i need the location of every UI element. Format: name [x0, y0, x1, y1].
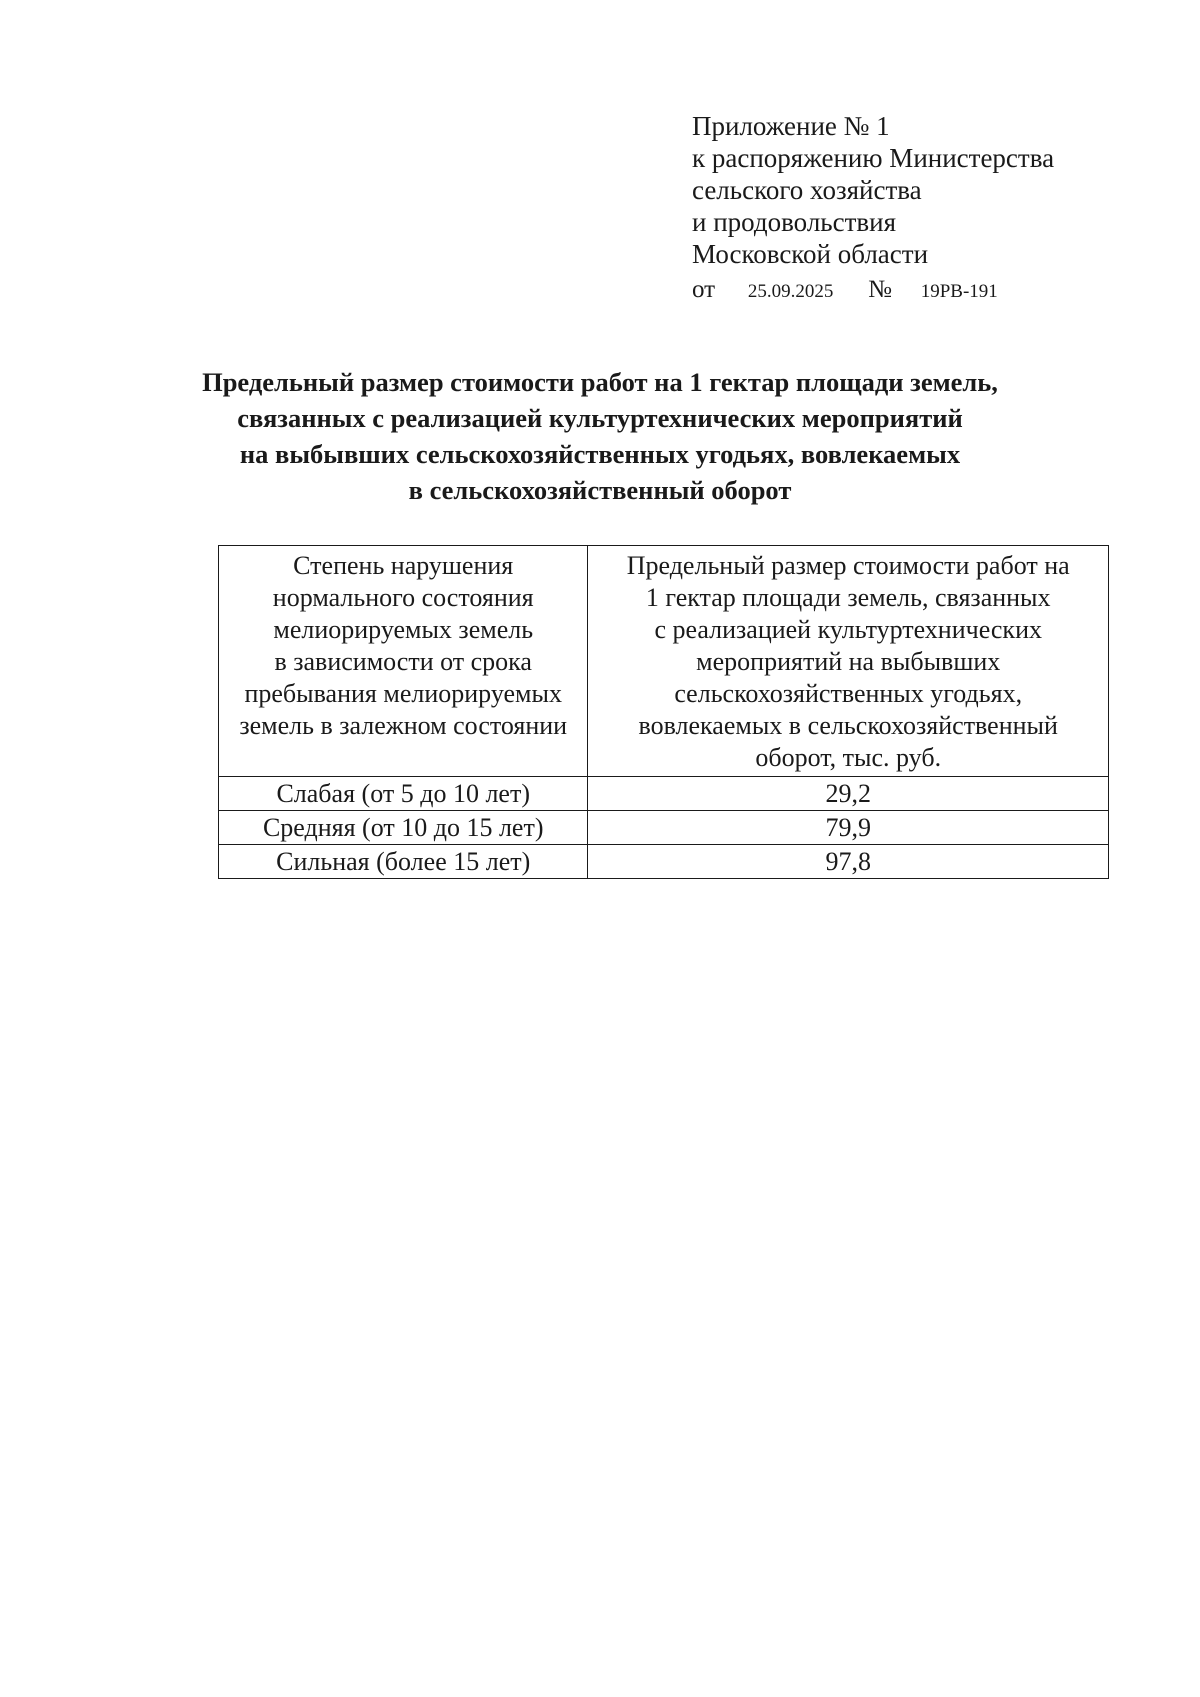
cost-table — [218, 545, 1109, 879]
order-number: 19РВ-191 — [920, 281, 998, 302]
header-line: с реализацией культуртехнических — [654, 615, 1042, 644]
header-cost — [588, 546, 1109, 777]
title-line: в сельскохозяйственный оборот — [408, 475, 792, 505]
table-row — [219, 845, 1109, 879]
document-title — [150, 364, 1050, 508]
header-line: мелиорируемых земель — [273, 615, 534, 644]
header-line: 1 гектар площади земель, связанных — [645, 583, 1051, 612]
cell-cost: 97,8 — [588, 845, 1109, 879]
header-degree — [219, 546, 588, 777]
appendix-line-food: и продовольствия — [692, 207, 897, 237]
appendix-block — [692, 110, 1132, 308]
number-label: № — [868, 276, 892, 303]
header-line: в зависимости от срока — [274, 647, 532, 676]
appendix-line-region: Московской области — [692, 239, 929, 269]
appendix-title: Приложение № 1 — [692, 111, 890, 141]
header-line: земель в залежном состоянии — [239, 711, 568, 740]
header-line: нормального состояния — [272, 583, 534, 612]
table-row — [219, 777, 1109, 811]
header-line: пребывания мелиорируемых — [244, 679, 562, 708]
cell-cost: 79,9 — [588, 811, 1109, 845]
header-line: Степень нарушения — [293, 551, 514, 580]
table-row — [219, 811, 1109, 845]
cell-degree: Сильная (более 15 лет) — [219, 845, 588, 879]
order-date: 25.09.2025 — [747, 281, 834, 302]
title-line: на выбывших сельскохозяйственных угодьях, вовлекаемых — [239, 439, 961, 469]
title-line: Предельный размер стоимости работ на 1 гектар площади земель, — [202, 367, 998, 397]
appendix-meta — [692, 272, 1132, 308]
title-line: связанных с реализацией культуртехнических мероприятий — [237, 403, 963, 433]
header-line: мероприятий на выбывших — [696, 647, 1001, 676]
header-line: оборот, тыс. руб. — [755, 743, 942, 772]
appendix-line-agriculture: сельского хозяйства — [692, 175, 922, 205]
header-line: Предельный размер стоимости работ на — [626, 551, 1070, 580]
cell-degree: Средняя (от 10 до 15 лет) — [219, 811, 588, 845]
table-header-row — [219, 546, 1109, 777]
cell-cost: 29,2 — [588, 777, 1109, 811]
appendix-line-ministry: к распоряжению Министерства — [692, 143, 1055, 173]
from-label: от — [692, 276, 716, 303]
header-line: сельскохозяйственных угодьях, — [674, 679, 1023, 708]
cell-degree: Слабая (от 5 до 10 лет) — [219, 777, 588, 811]
header-line: вовлекаемых в сельскохозяйственный — [638, 711, 1058, 740]
